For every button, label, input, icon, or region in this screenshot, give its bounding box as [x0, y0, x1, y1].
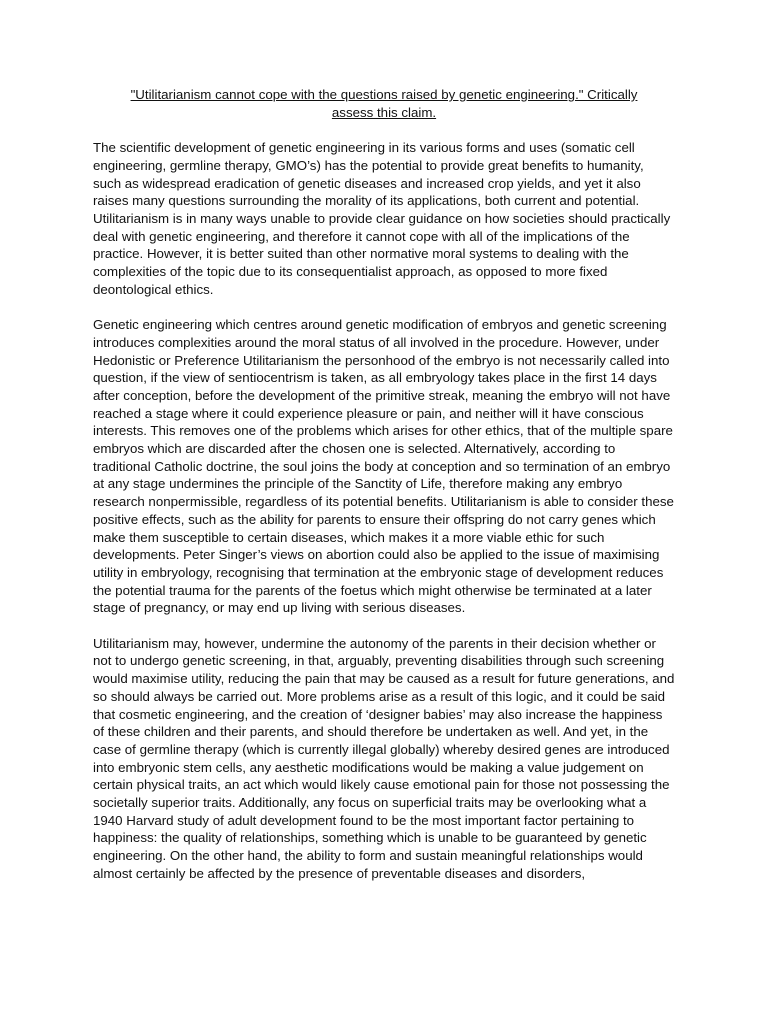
paragraph-1: The scientific development of genetic engineering in its various forms and uses (somatic cell engineering, germline therapy, GMO’s) has the potential to provide great benefits to humanity, such as widespread eradication of genetic diseases and increased crop yields, and yet it also raises many questions surrounding the morality of its applications, both current and potential. Utilitarianism is in many ways unable to provide clear guidance on how societies should practically deal with genetic engineering, and therefore it cannot cope with all of the implications of the practice. However, it is better suited than other normative moral systems to dealing with the complexities of the topic due to its consequentialist approach, as opposed to more fixed deontological ethics.: [93, 140, 671, 297]
essay-title: "Utilitarianism cannot cope with the questions raised by genetic engineering." Critically assess this claim.: [130, 87, 638, 120]
document-page: [93, 86, 675, 900]
paragraph-3: Utilitarianism may, however, undermine the autonomy of the parents in their decision whether or not to undergo genetic screening, in that, arguably, preventing disabilities through such screening would maximise utility, reducing the pain that may be caused as a result for future generations, and so should always be carried out. More problems arise as a result of this logic, and it could be said that cosmetic engineering, and the creation of ‘designer babies’ may also increase the happiness of these children and their parents, and should therefore be undertaken as well. And yet, in the case of germline therapy (which is currently illegal globally) whereby desired genes are introduced into embryonic stem cells, any aesthetic modifications would be making a value judgement on certain physical traits, an act which would likely cause emotional pain for those not possessing the societally superior traits. Additionally, any focus on superficial traits may be overlooking what a 1940 Harvard study of adult development found to be the most important factor pertaining to happiness: the quality of relationships, something which is unable to be guaranteed by genetic engineering. On the other hand, the ability to form and sustain meaningful relationships would almost certainly be affected by the presence of preventable diseases and disorders,: [93, 635, 675, 881]
paragraph-2: Genetic engineering which centres around genetic modification of embryos and genetic screening introduces complexities around the moral status of all involved in the procedure. However, under Hedonistic or Preference Utilitarianism the personhood of the embryo is not necessarily called into question, if the view of sentiocentrism is taken, as all embryology takes place in the first 14 days after conception, before the development of the primitive streak, meaning the embryo will not have reached a stage where it could experience pleasure or pain, and neither will it have conscious interests. This removes one of the problems which arises for other ethics, that of the multiple spare embryos which are discarded after the chosen one is selected. Alternatively, according to traditional Catholic doctrine, the soul joins the body at conception and so termination of an embryo at any stage undermines the principle of the Sanctity of Life, therefore making any embryo research nonpermissible, regardless of its potential benefits. Utilitarianism is able to consider these positive effects, such as the ability for parents to ensure their offspring do not carry genes which make them susceptible to certain diseases, which makes it a more viable ethic for such developments. Peter Singer’s views on abortion could also be applied to the issue of maximising utility in embryology, recognising that termination at the embryonic stage of development reduces the potential trauma for the parents of the foetus which might otherwise be terminated at a later stage of pregnancy, or may end up living with serious diseases.: [93, 317, 674, 616]
